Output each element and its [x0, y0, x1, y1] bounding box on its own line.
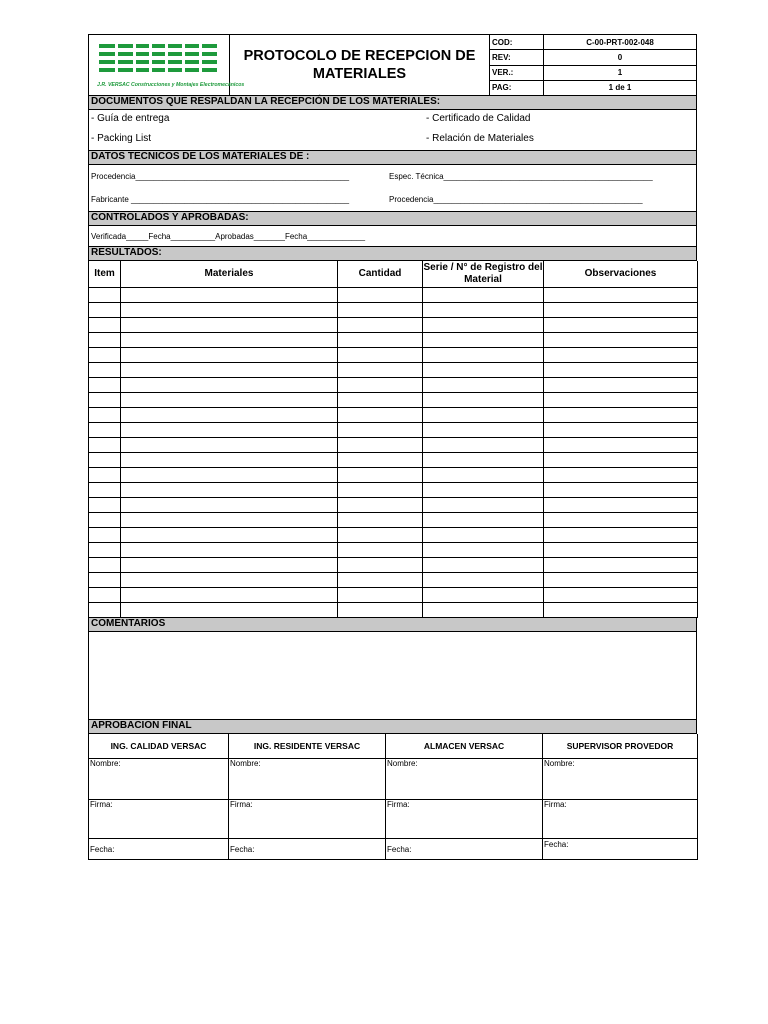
cell-materiales[interactable]	[121, 438, 338, 453]
meta-label-pag: PAG:	[490, 80, 544, 95]
cell-serie[interactable]	[423, 453, 544, 468]
cell-item[interactable]	[89, 393, 121, 408]
cell-observaciones[interactable]	[544, 393, 698, 408]
cell-item[interactable]	[89, 348, 121, 363]
col-cantidad: Cantidad	[338, 261, 423, 288]
cell-observaciones[interactable]	[544, 423, 698, 438]
cell-serie[interactable]	[423, 423, 544, 438]
cell-materiales[interactable]	[121, 468, 338, 483]
cell-observaciones[interactable]	[544, 603, 698, 618]
cell-cantidad[interactable]	[338, 603, 423, 618]
cell-item[interactable]	[89, 573, 121, 588]
cell-item[interactable]	[89, 378, 121, 393]
doc-relacion-materiales: - Relación de Materiales	[426, 133, 534, 144]
document-title: PROTOCOLO DE RECEPCION DE MATERIALES	[230, 35, 490, 96]
table-row	[89, 453, 698, 468]
cell-serie[interactable]	[423, 408, 544, 423]
cell-serie[interactable]	[423, 528, 544, 543]
cell-serie[interactable]	[423, 468, 544, 483]
cell-observaciones[interactable]	[544, 558, 698, 573]
meta-label-cod: COD:	[490, 35, 544, 50]
cell-materiales[interactable]	[121, 303, 338, 318]
cell-item[interactable]	[89, 408, 121, 423]
cell-item[interactable]	[89, 603, 121, 618]
cell-serie[interactable]	[423, 318, 544, 333]
cell-materiales[interactable]	[121, 333, 338, 348]
nombre-supervisor[interactable]: Nombre:	[543, 759, 698, 800]
table-row	[89, 528, 698, 543]
cell-cantidad[interactable]	[338, 498, 423, 513]
fecha-almacen: Fecha:	[387, 845, 412, 854]
cell-item[interactable]	[89, 513, 121, 528]
cell-cantidad[interactable]	[338, 543, 423, 558]
cell-item[interactable]	[89, 318, 121, 333]
table-row	[89, 603, 698, 618]
cell-observaciones[interactable]	[544, 528, 698, 543]
table-row	[89, 408, 698, 423]
controls-heading: CONTROLADOS Y APROBADAS:	[88, 212, 697, 226]
cell-cantidad[interactable]	[338, 408, 423, 423]
cell-materiales[interactable]	[121, 558, 338, 573]
meta-value-ver: 1	[544, 65, 697, 80]
documents-heading: DOCUMENTOS QUE RESPALDAN LA RECEPCIÓN DE LOS MATERIALES:	[88, 96, 697, 110]
cell-materiales[interactable]	[121, 363, 338, 378]
approval-col-calidad: ING. CALIDAD VERSAC	[89, 734, 229, 759]
cell-materiales[interactable]	[121, 378, 338, 393]
cell-item[interactable]	[89, 558, 121, 573]
cell-cantidad[interactable]	[338, 348, 423, 363]
protocol-sheet	[88, 34, 697, 860]
cell-cantidad[interactable]	[338, 438, 423, 453]
table-row	[89, 498, 698, 513]
cell-observaciones[interactable]	[544, 303, 698, 318]
cell-observaciones[interactable]	[544, 573, 698, 588]
fecha-almacen-cell[interactable]	[386, 839, 543, 860]
cell-observaciones[interactable]	[544, 498, 698, 513]
cell-item[interactable]	[89, 543, 121, 558]
cell-observaciones[interactable]	[544, 513, 698, 528]
meta-value-rev: 0	[544, 50, 697, 65]
table-row	[89, 303, 698, 318]
firma-calidad[interactable]: Firma:	[89, 800, 229, 839]
cell-serie[interactable]	[423, 498, 544, 513]
cell-observaciones[interactable]	[544, 468, 698, 483]
cell-observaciones[interactable]	[544, 318, 698, 333]
cell-cantidad[interactable]	[338, 453, 423, 468]
cell-serie[interactable]	[423, 303, 544, 318]
cell-materiales[interactable]	[121, 453, 338, 468]
cell-item[interactable]	[89, 333, 121, 348]
cell-serie[interactable]	[423, 603, 544, 618]
table-row	[89, 288, 698, 303]
controls-section	[88, 226, 697, 247]
approval-col-residente: ING. RESIDENTE VERSAC	[229, 734, 386, 759]
col-item: Item	[89, 261, 121, 288]
documents-section	[88, 110, 697, 151]
field-verificada-aprobadas[interactable]: Verificada_____Fecha__________Aprobadas_______Fecha_____________	[89, 226, 697, 247]
meta-label-rev: REV:	[490, 50, 544, 65]
cell-materiales[interactable]	[121, 603, 338, 618]
cell-cantidad[interactable]	[338, 573, 423, 588]
cell-materiales[interactable]	[121, 543, 338, 558]
meta-label-ver: VER.:	[490, 65, 544, 80]
approval-col-supervisor: SUPERVISOR PROVEDOR	[543, 734, 698, 759]
cell-serie[interactable]	[423, 438, 544, 453]
cell-item[interactable]	[89, 483, 121, 498]
cell-cantidad[interactable]	[338, 528, 423, 543]
firma-supervisor[interactable]: Firma:	[543, 800, 698, 839]
table-row	[89, 513, 698, 528]
table-row	[89, 588, 698, 603]
cell-serie[interactable]	[423, 378, 544, 393]
table-row	[89, 558, 698, 573]
doc-packing-list: - Packing List	[91, 133, 152, 144]
fecha-supervisor: Fecha:	[544, 840, 569, 849]
meta-value-pag: 1 de 1	[544, 80, 697, 95]
table-row	[89, 573, 698, 588]
cell-cantidad[interactable]	[338, 513, 423, 528]
cell-cantidad[interactable]	[338, 588, 423, 603]
cell-materiales[interactable]	[121, 393, 338, 408]
results-body	[89, 288, 698, 618]
comments-section	[88, 632, 697, 720]
cell-serie[interactable]	[423, 573, 544, 588]
cell-cantidad[interactable]	[338, 468, 423, 483]
approval-col-almacen: ALMACEN VERSAC	[386, 734, 543, 759]
table-row	[89, 363, 698, 378]
versac-logo-icon	[89, 35, 245, 93]
fecha-residente-cell[interactable]	[229, 839, 386, 860]
cell-serie[interactable]	[423, 333, 544, 348]
field-fabricante[interactable]: Fabricante _________________________________________________	[91, 195, 350, 204]
svg-text:J.R. VERSAC Construcciones y M: J.R. VERSAC Construcciones y Montajes Electromecánicos	[97, 82, 245, 88]
field-procedencia-2[interactable]: Procedencia_______________________________________________	[389, 195, 643, 204]
cell-materiales[interactable]	[121, 498, 338, 513]
cell-serie[interactable]	[423, 588, 544, 603]
cell-cantidad[interactable]	[338, 303, 423, 318]
cell-cantidad[interactable]	[338, 318, 423, 333]
cell-serie[interactable]	[423, 288, 544, 303]
cell-serie[interactable]	[423, 513, 544, 528]
fecha-calidad-cell[interactable]	[89, 839, 229, 860]
approval-heading: APROBACION FINAL	[88, 720, 697, 734]
results-heading: RESULTADOS:	[88, 247, 697, 261]
cell-observaciones[interactable]	[544, 453, 698, 468]
cell-cantidad[interactable]	[338, 333, 423, 348]
header-table	[88, 34, 697, 96]
table-row	[89, 393, 698, 408]
cell-materiales[interactable]	[121, 483, 338, 498]
table-row	[89, 333, 698, 348]
cell-cantidad[interactable]	[338, 288, 423, 303]
cell-observaciones[interactable]	[544, 363, 698, 378]
cell-serie[interactable]	[423, 543, 544, 558]
comments-heading: COMENTARIOS	[88, 618, 697, 632]
table-row	[89, 468, 698, 483]
nombre-residente[interactable]: Nombre:	[229, 759, 386, 800]
cell-serie[interactable]	[423, 393, 544, 408]
cell-item[interactable]	[89, 423, 121, 438]
cell-observaciones[interactable]	[544, 348, 698, 363]
cell-item[interactable]	[89, 468, 121, 483]
cell-materiales[interactable]	[121, 423, 338, 438]
technical-heading: DATOS TECNICOS DE LOS MATERIALES DE :	[88, 151, 697, 165]
results-table	[88, 261, 698, 618]
cell-observaciones[interactable]	[544, 378, 698, 393]
nombre-calidad[interactable]: Nombre:	[89, 759, 229, 800]
cell-cantidad[interactable]	[338, 363, 423, 378]
fecha-calidad: Fecha:	[90, 845, 115, 854]
cell-cantidad[interactable]	[338, 378, 423, 393]
doc-guia-entrega: - Guía de entrega	[91, 113, 170, 124]
firma-residente[interactable]: Firma:	[229, 800, 386, 839]
table-row	[89, 423, 698, 438]
comments-area[interactable]	[89, 632, 697, 720]
cell-materiales[interactable]	[121, 288, 338, 303]
cell-serie[interactable]	[423, 348, 544, 363]
col-serie-registro: Serie / N° de Registro del Material	[423, 261, 544, 288]
cell-item[interactable]	[89, 528, 121, 543]
doc-certificado-calidad: - Certificado de Calidad	[426, 113, 531, 124]
meta-value-cod: C-00-PRT-002-048	[544, 35, 697, 50]
cell-materiales[interactable]	[121, 408, 338, 423]
field-espec-tecnica[interactable]: Espec. Técnica_______________________________________________	[389, 172, 653, 181]
cell-item[interactable]	[89, 588, 121, 603]
nombre-almacen[interactable]: Nombre:	[386, 759, 543, 800]
table-row	[89, 318, 698, 333]
cell-observaciones[interactable]	[544, 333, 698, 348]
cell-cantidad[interactable]	[338, 483, 423, 498]
cell-materiales[interactable]	[121, 528, 338, 543]
col-observaciones: Observaciones	[544, 261, 698, 288]
cell-serie[interactable]	[423, 483, 544, 498]
cell-item[interactable]	[89, 498, 121, 513]
cell-item[interactable]	[89, 453, 121, 468]
fecha-residente: Fecha:	[230, 845, 255, 854]
cell-observaciones[interactable]	[544, 483, 698, 498]
cell-item[interactable]	[89, 288, 121, 303]
cell-observaciones[interactable]	[544, 588, 698, 603]
cell-observaciones[interactable]	[544, 288, 698, 303]
company-logo	[89, 35, 245, 96]
cell-observaciones[interactable]	[544, 438, 698, 453]
cell-serie[interactable]	[423, 558, 544, 573]
cell-item[interactable]	[89, 303, 121, 318]
cell-observaciones[interactable]	[544, 408, 698, 423]
fecha-supervisor-cell[interactable]	[543, 839, 698, 860]
cell-item[interactable]	[89, 363, 121, 378]
cell-cantidad[interactable]	[338, 558, 423, 573]
field-procedencia[interactable]: Procedencia________________________________________________	[91, 172, 350, 181]
cell-materiales[interactable]	[121, 348, 338, 363]
firma-almacen[interactable]: Firma:	[386, 800, 543, 839]
cell-cantidad[interactable]	[338, 393, 423, 408]
table-row	[89, 378, 698, 393]
cell-item[interactable]	[89, 438, 121, 453]
cell-materiales[interactable]	[121, 588, 338, 603]
cell-serie[interactable]	[423, 363, 544, 378]
table-row	[89, 543, 698, 558]
technical-section	[88, 165, 697, 212]
approval-table	[88, 734, 698, 860]
cell-observaciones[interactable]	[544, 543, 698, 558]
table-row	[89, 348, 698, 363]
col-materiales: Materiales	[121, 261, 338, 288]
cell-cantidad[interactable]	[338, 423, 423, 438]
cell-materiales[interactable]	[121, 513, 338, 528]
cell-materiales[interactable]	[121, 318, 338, 333]
table-row	[89, 483, 698, 498]
cell-materiales[interactable]	[121, 573, 338, 588]
table-row	[89, 438, 698, 453]
